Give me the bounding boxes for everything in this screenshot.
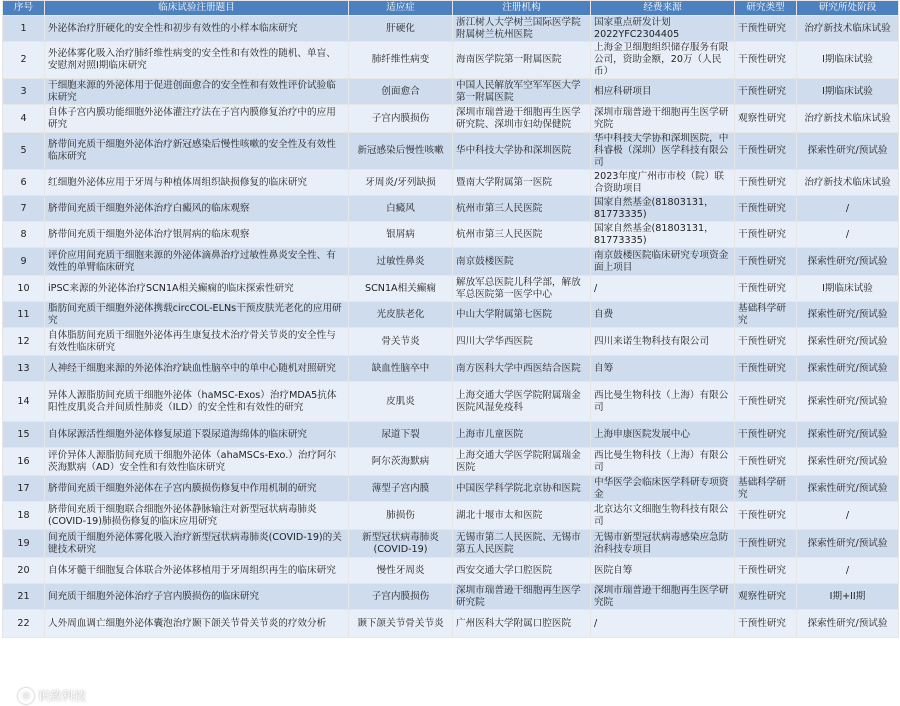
cell-index: 6	[3, 170, 45, 196]
cell-indication: 薄型子宫内膜	[349, 476, 453, 502]
cell-study-type: 干预性研究	[735, 382, 797, 422]
cell-title: 间充质干细胞外泌体雾化吸入治疗新型冠状病毒肺炎(COVID-19)的关键技术研究	[45, 530, 349, 558]
cell-index: 7	[3, 196, 45, 222]
header-indication: 适应症	[349, 1, 453, 16]
cell-institution: 中国医学科学院北京协和医院	[453, 476, 591, 502]
cell-title: 间充质干细胞外泌体治疗子宫内膜损伤的临床研究	[45, 584, 349, 610]
cell-indication: 肺损伤	[349, 502, 453, 530]
cell-study-type: 干预性研究	[735, 448, 797, 476]
cell-indication: 慢性牙周炎	[349, 558, 453, 584]
cell-title: 脐带间充质干细胞外泌体在子宫内膜损伤修复中作用机制的研究	[45, 476, 349, 502]
cell-index: 17	[3, 476, 45, 502]
cell-funding: 相应科研项目	[591, 79, 735, 105]
cell-index: 19	[3, 530, 45, 558]
cell-indication: 肝硬化	[349, 16, 453, 42]
cell-stage: 治疗新技术临床试验	[797, 105, 899, 133]
cell-institution: 湖北十堰市太和医院	[453, 502, 591, 530]
table-row	[3, 448, 899, 476]
cell-indication: 子宫内膜损伤	[349, 584, 453, 610]
table-row	[3, 133, 899, 170]
cell-indication: 阿尔茨海默病	[349, 448, 453, 476]
header-study-type: 研究类型	[735, 1, 797, 16]
cell-indication: 肺纤维性病变	[349, 42, 453, 79]
cell-study-type: 观察性研究	[735, 584, 797, 610]
cell-indication: 牙周炎/牙列缺损	[349, 170, 453, 196]
cell-title: 自体尿源活性细胞外泌体修复尿道下裂尿道海绵体的临床研究	[45, 422, 349, 448]
cell-institution: 上海市儿童医院	[453, 422, 591, 448]
header-title: 临床试验注册题目	[45, 1, 349, 16]
cell-title: 红细胞外泌体应用于牙周与种植体周组织缺损修复的临床研究	[45, 170, 349, 196]
table-row	[3, 584, 899, 610]
cell-title: 评价异体人源脂肪间充质干细胞外泌体（ahaMSCs-Exo.）治疗阿尔茨海默病（AD）安全性和有效性临床研究	[45, 448, 349, 476]
header-institution: 注册机构	[453, 1, 591, 16]
cell-title: 脐带间充质干细胞外泌体治疗新冠感染后慢性咳嗽的安全性及有效性临床研究	[45, 133, 349, 170]
cell-stage: I期+II期	[797, 584, 899, 610]
cell-funding: 西比曼生物科技（上海）有限公司	[591, 448, 735, 476]
cell-index: 2	[3, 42, 45, 79]
cell-stage: /	[797, 222, 899, 248]
cell-study-type: 干预性研究	[735, 222, 797, 248]
table-row	[3, 170, 899, 196]
cell-funding: 北京达尔文细胞生物科技有限公司	[591, 502, 735, 530]
table-row	[3, 105, 899, 133]
cell-study-type: 干预性研究	[735, 133, 797, 170]
cell-study-type: 干预性研究	[735, 422, 797, 448]
cell-stage: 探索性研究/预试验	[797, 356, 899, 382]
table-row	[3, 276, 899, 302]
cell-stage: I期临床试验	[797, 79, 899, 105]
cell-funding: 南京鼓楼医院临床研究专项资金面上项目	[591, 248, 735, 276]
cell-funding: /	[591, 610, 735, 638]
table-row	[3, 328, 899, 356]
header-stage: 研究所处阶段	[797, 1, 899, 16]
cell-stage: 探索性研究/预试验	[797, 610, 899, 638]
cell-indication: 尿道下裂	[349, 422, 453, 448]
table-row	[3, 196, 899, 222]
cell-study-type: 基础科学研究	[735, 476, 797, 502]
cell-index: 9	[3, 248, 45, 276]
cell-title: 异体人源脂肪间充质干细胞外泌体（haMSC-Exos）治疗MDA5抗体阳性皮肌炎合并间质性肺炎（ILD）的安全性和有效性的研究	[45, 382, 349, 422]
cell-study-type: 干预性研究	[735, 16, 797, 42]
cell-index: 18	[3, 502, 45, 530]
cell-institution: 广州医科大学附属口腔医院	[453, 610, 591, 638]
cell-stage: 探索性研究/预试验	[797, 476, 899, 502]
cell-institution: 暨南大学附属第一医院	[453, 170, 591, 196]
cell-index: 1	[3, 16, 45, 42]
cell-institution: 中国人民解放军空军军医大学第一附属医院	[453, 79, 591, 105]
cell-funding: 深圳市瑞普逊干细胞再生医学研究院	[591, 105, 735, 133]
table-body	[3, 16, 899, 638]
cell-institution: 华中科技大学协和深圳医院	[453, 133, 591, 170]
cell-institution: 杭州市第三人民医院	[453, 196, 591, 222]
cell-funding: 上海金卫细胞组织储存服务有限公司，资助金额，20万（人民币）	[591, 42, 735, 79]
table-row	[3, 302, 899, 328]
table-row	[3, 610, 899, 638]
cell-institution: 南京鼓楼医院	[453, 248, 591, 276]
cell-funding: 医院自筹	[591, 558, 735, 584]
cell-stage: 探索性研究/预试验	[797, 328, 899, 356]
cell-title: 脂肪间充质干细胞外泌体携载circCOL-ELNs干预皮肤光老化的应用研究	[45, 302, 349, 328]
cell-institution: 中山大学附属第七医院	[453, 302, 591, 328]
cell-index: 22	[3, 610, 45, 638]
header-index: 序号	[3, 1, 45, 16]
cell-stage: 探索性研究/预试验	[797, 422, 899, 448]
watermark	[18, 687, 86, 704]
cell-institution: 杭州市第三人民医院	[453, 222, 591, 248]
cell-funding: 西比曼生物科技（上海）有限公司	[591, 382, 735, 422]
cell-study-type: 干预性研究	[735, 558, 797, 584]
cell-index: 20	[3, 558, 45, 584]
cell-indication: 新冠感染后慢性咳嗽	[349, 133, 453, 170]
cell-indication: 缺血性脑卒中	[349, 356, 453, 382]
cell-study-type: 干预性研究	[735, 248, 797, 276]
cell-stage: I期临床试验	[797, 42, 899, 79]
cell-funding: 深圳市瑞普逊干细胞再生医学研究院	[591, 584, 735, 610]
cell-title: 自体牙髓干细胞复合体联合外泌体移植用于牙周组织再生的临床研究	[45, 558, 349, 584]
cell-study-type: 干预性研究	[735, 276, 797, 302]
cell-institution: 深圳市瑞普逊干细胞再生医学研究院、深圳市妇幼保健院	[453, 105, 591, 133]
cell-institution: 四川大学华西医院	[453, 328, 591, 356]
cell-study-type: 干预性研究	[735, 170, 797, 196]
cell-funding: 四川来诺生物科技有限公司	[591, 328, 735, 356]
cell-indication: 新型冠状病毒肺炎(COVID-19)	[349, 530, 453, 558]
table-row	[3, 502, 899, 530]
cell-funding: 2023年度广州市市校（院）联合资助项目	[591, 170, 735, 196]
cell-funding: 自费	[591, 302, 735, 328]
cell-title: 人神经干细胞来源的外泌体治疗缺血性脑卒中的单中心随机对照研究	[45, 356, 349, 382]
cell-stage: 探索性研究/预试验	[797, 382, 899, 422]
cell-funding: 华中科技大学协和深圳医院，中科睿极（深圳）医学科技有限公司	[591, 133, 735, 170]
cell-title: 自体子宫内膜功能细胞外泌体灌注疗法在子宫内膜修复治疗中的应用研究	[45, 105, 349, 133]
cell-funding: 自筹	[591, 356, 735, 382]
clinical-trials-table	[2, 0, 899, 638]
cell-study-type: 干预性研究	[735, 502, 797, 530]
header-funding: 经费来源	[591, 1, 735, 16]
cell-stage: 探索性研究/预试验	[797, 302, 899, 328]
cell-study-type: 干预性研究	[735, 196, 797, 222]
cell-index: 21	[3, 584, 45, 610]
table-row	[3, 356, 899, 382]
cell-institution: 南方医科大学中西医结合医院	[453, 356, 591, 382]
table-row	[3, 476, 899, 502]
cell-indication: 创面愈合	[349, 79, 453, 105]
watermark-text: 识致科技	[38, 689, 87, 703]
cell-title: 脐带间充质干细胞联合细胞外泌体静脉输注对新型冠状病毒肺炎(COVID-19)肺损伤修复的临床应用研究	[45, 502, 349, 530]
cell-title: 人外周血调亡细胞外泌体囊泡治疗颞下颌关节骨关节炎的疗效分析	[45, 610, 349, 638]
cell-study-type: 干预性研究	[735, 79, 797, 105]
cell-indication: 皮肌炎	[349, 382, 453, 422]
cell-study-type: 干预性研究	[735, 328, 797, 356]
table-row	[3, 16, 899, 42]
cell-stage: /	[797, 558, 899, 584]
cell-index: 12	[3, 328, 45, 356]
cell-funding: 中华医学会临床医学科研专项资金	[591, 476, 735, 502]
cell-indication: 颞下颌关节骨关节炎	[349, 610, 453, 638]
cell-indication: 白癜风	[349, 196, 453, 222]
cell-indication: 过敏性鼻炎	[349, 248, 453, 276]
cell-study-type: 干预性研究	[735, 42, 797, 79]
cell-index: 8	[3, 222, 45, 248]
table-row	[3, 248, 899, 276]
cell-title: 自体脂肪间充质干细胞外泌体再生康复技术治疗骨关节炎的安全性与有效性临床研究	[45, 328, 349, 356]
cell-index: 5	[3, 133, 45, 170]
cell-title: 脐带间充质干细胞外泌体治疗银屑病的临床观察	[45, 222, 349, 248]
cell-title: 外泌体治疗肝硬化的安全性和初步有效性的小样本临床研究	[45, 16, 349, 42]
cell-funding: 国家自然基金(81803131，81773335)	[591, 196, 735, 222]
table-row	[3, 79, 899, 105]
cell-institution: 无锡市第二人民医院、无锡市第五人民医院	[453, 530, 591, 558]
cell-stage: /	[797, 196, 899, 222]
cell-study-type: 干预性研究	[735, 530, 797, 558]
cell-index: 4	[3, 105, 45, 133]
cell-stage: 探索性研究/预试验	[797, 448, 899, 476]
cell-indication: 骨关节炎	[349, 328, 453, 356]
table-row	[3, 558, 899, 584]
cell-funding: 国家自然基金(81803131，81773335)	[591, 222, 735, 248]
cell-indication: 子宫内膜损伤	[349, 105, 453, 133]
cell-stage: 探索性研究/预试验	[797, 530, 899, 558]
cell-index: 10	[3, 276, 45, 302]
cell-index: 11	[3, 302, 45, 328]
cell-index: 13	[3, 356, 45, 382]
cell-indication: 银屑病	[349, 222, 453, 248]
cell-title: 外泌体雾化吸入治疗肺纤维性病变的安全性和有效性的随机、单盲、安慰剂对照Ⅰ期临床研究	[45, 42, 349, 79]
cell-stage: 探索性研究/预试验	[797, 248, 899, 276]
table-header-row	[3, 1, 899, 16]
cell-institution: 上海交通大学医学院附属瑞金医院	[453, 448, 591, 476]
cell-title: iPSC来源的外泌体治疗SCN1A相关癫痫的临床探索性研究	[45, 276, 349, 302]
cell-study-type: 观察性研究	[735, 105, 797, 133]
cell-institution: 西安交通大学口腔医院	[453, 558, 591, 584]
cell-stage: 探索性研究/预试验	[797, 133, 899, 170]
cell-funding: 无锡市新型冠状病毒感染应急防治科技专项目	[591, 530, 735, 558]
cell-stage: 治疗新技术临床试验	[797, 170, 899, 196]
cell-funding: 国家重点研发计划2022YFC2304405	[591, 16, 735, 42]
cell-institution: 上海交通大学医学院附属瑞金医院风湿免疫科	[453, 382, 591, 422]
cell-study-type: 干预性研究	[735, 356, 797, 382]
cell-index: 14	[3, 382, 45, 422]
cell-stage: /	[797, 502, 899, 530]
table-row	[3, 42, 899, 79]
cell-institution: 浙江树人大学树兰国际医学院附属树兰杭州医院	[453, 16, 591, 42]
cell-indication: SCN1A相关癫痫	[349, 276, 453, 302]
cell-funding: 上海申康医院发展中心	[591, 422, 735, 448]
cell-index: 3	[3, 79, 45, 105]
cell-index: 16	[3, 448, 45, 476]
table-row	[3, 382, 899, 422]
cell-title: 干细胞来源的外泌体用于促进创面愈合的安全性和有效性评价试验临床研究	[45, 79, 349, 105]
cell-institution: 解放军总医院儿科学部，解放军总医院第一医学中心	[453, 276, 591, 302]
cell-institution: 深圳市瑞普逊干细胞再生医学研究院	[453, 584, 591, 610]
cell-funding: /	[591, 276, 735, 302]
cell-index: 15	[3, 422, 45, 448]
table-row	[3, 422, 899, 448]
table-row	[3, 530, 899, 558]
cell-title: 评价应用间充质干细胞来源的外泌体滴鼻治疗过敏性鼻炎安全性、有效性的单臂临床研究	[45, 248, 349, 276]
cell-study-type: 基础科学研究	[735, 302, 797, 328]
cell-stage: 治疗新技术临床试验	[797, 16, 899, 42]
cell-title: 脐带间充质干细胞外泌体治疗白癜风的临床观察	[45, 196, 349, 222]
cell-indication: 光皮肤老化	[349, 302, 453, 328]
cell-institution: 海南医学院第一附属医院	[453, 42, 591, 79]
cell-stage: I期临床试验	[797, 276, 899, 302]
camera-lens-icon: ◎	[18, 688, 34, 704]
table-row	[3, 222, 899, 248]
cell-study-type: 干预性研究	[735, 610, 797, 638]
